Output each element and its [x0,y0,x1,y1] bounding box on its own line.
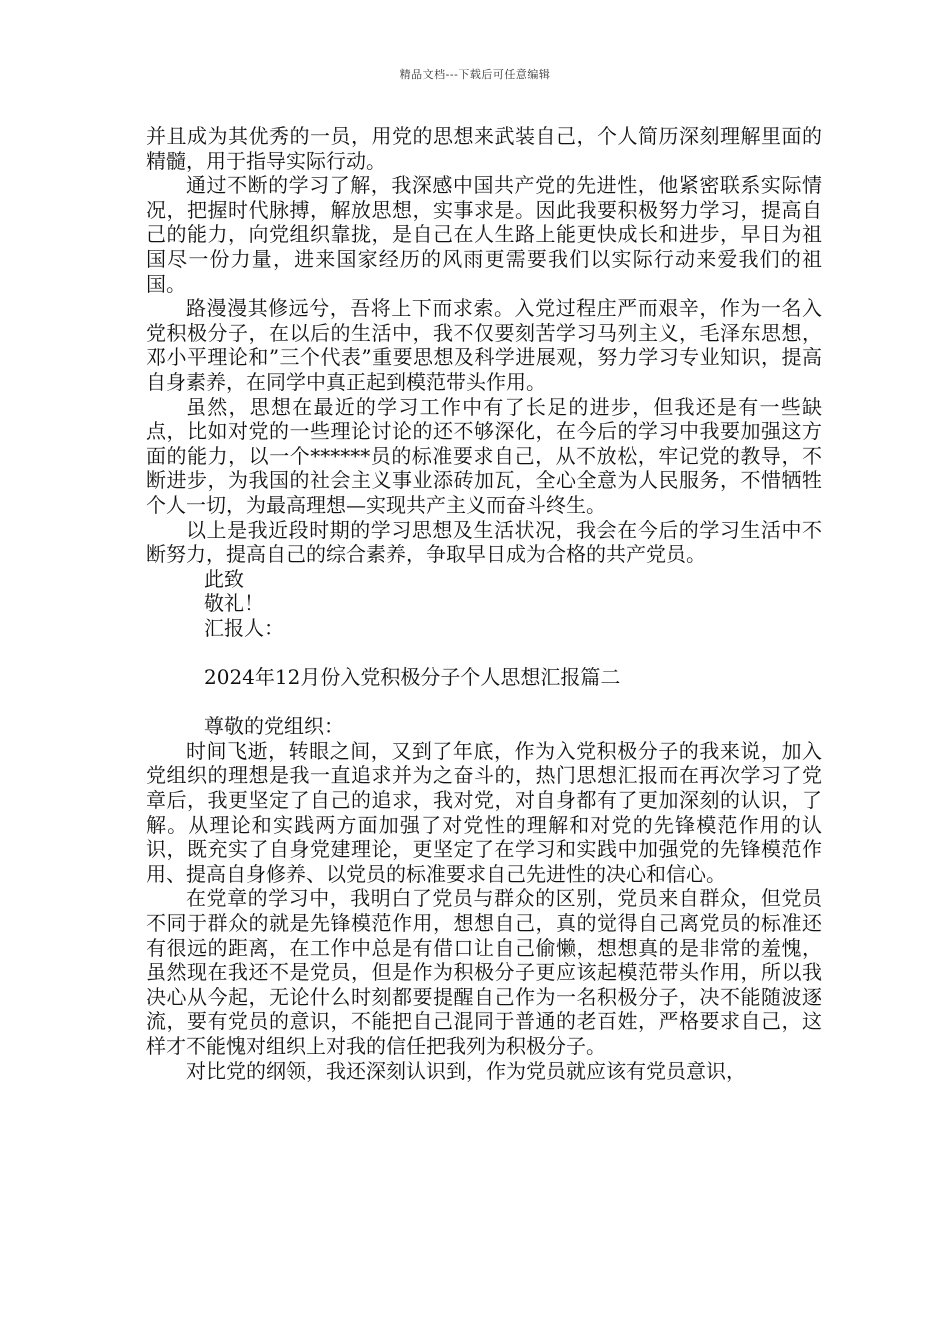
paragraph-6: 时间飞逝，转眼之间，又到了年底，作为入党积极分子的我来说，加入党组织的理想是我一直追求并为之奋斗的，热门思想汇报而在再次学习了党章后，我更坚定了自己的追求，我对党，对自身都有了更加深刻的认识，了解。从理论和实践两方面加强了对党性的理解和对党的先锋模范作用的认识，既充实了自身党建理论，更坚定了在学习和实践中加强党的先锋模范作用、提高自身修养、以党员的标准要求自己先进性的决心和信心。 [146,738,822,886]
page-header: 精品文档---下载后可任意编辑 [399,68,551,81]
paragraph-7: 在党章的学习中，我明白了党员与群众的区别，党员来自群众，但党员不同于群众的就是先锋模范作用，想想自己，真的觉得自己离党员的标准还有很远的距离，在工作中总是有借口让自己偷懒，想想真的是非常的羞愧，虽然现在我还不是党员，但是作为积极分子更应该起模范带头作用，所以我决心从今起，无论什么时刻都要提醒自己作为一名积极分子，决不能随波逐流，要有党员的意识，不能把自己混同于普通的老百姓，严格要求自己，这样才不能愧对组织上对我的信任把我列为积极分子。 [146,886,822,1058]
section-title: 2024年12月份入党积极分子个人思想汇报篇二 [204,665,621,690]
spacer [146,690,822,715]
salutation: 尊敬的党组织： [204,714,344,739]
spacer [146,640,822,665]
closing-salute: 敬礼！ [204,591,264,616]
closing-regards: 此致 [204,566,244,591]
signature-line: 汇报人： [204,615,284,640]
paragraph-1: 并且成为其优秀的一员，用党的思想来武装自己，个人简历深刻理解里面的精髓，用于指导实际行动。 [146,124,822,173]
paragraph-4: 虽然，思想在最近的学习工作中有了长足的进步，但我还是有一些缺点，比如对党的一些理论讨论的还不够深化，在今后的学习中我要加强这方面的能力，以一个******员的标准要求自己，从不放松，牢记党的教导，不断进步，为我国的社会主义事业添砖加瓦，全心全意为人民服务，不惜牺牲个人一切，为最高理想—实现共产主义而奋斗终生。 [146,394,822,517]
paragraph-2: 通过不断的学习了解，我深感中国共产党的先进性，他紧密联系实际情况，把握时代脉搏，解放思想，实事求是。因此我要积极努力学习，提高自己的能力，向党组织靠拢，是自己在人生路上能更快成长和进步，早日为祖国尽一份力量，进来国家经历的风雨更需要我们以实际行动来爱我们的祖国。 [146,173,822,296]
paragraph-5: 以上是我近段时期的学习思想及生活状况，我会在今后的学习生活中不断努力，提高自己的综合素养，争取早日成为合格的共产党员。 [146,517,822,567]
paragraph-8: 对比党的纲领，我还深刻认识到，作为党员就应该有党员意识， [186,1058,746,1083]
document-body [146,124,822,1083]
paragraph-3: 路漫漫其修远兮，吾将上下而求索。入党过程庄严而艰辛，作为一名入党积极分子，在以后的生活中，我不仅要刻苦学习马列主义，毛泽东思想，邓小平理论和”三个代表”重要思想及科学进展观，努力学习专业知识，提高自身素养，在同学中真正起到模范带头作用。 [146,296,822,394]
